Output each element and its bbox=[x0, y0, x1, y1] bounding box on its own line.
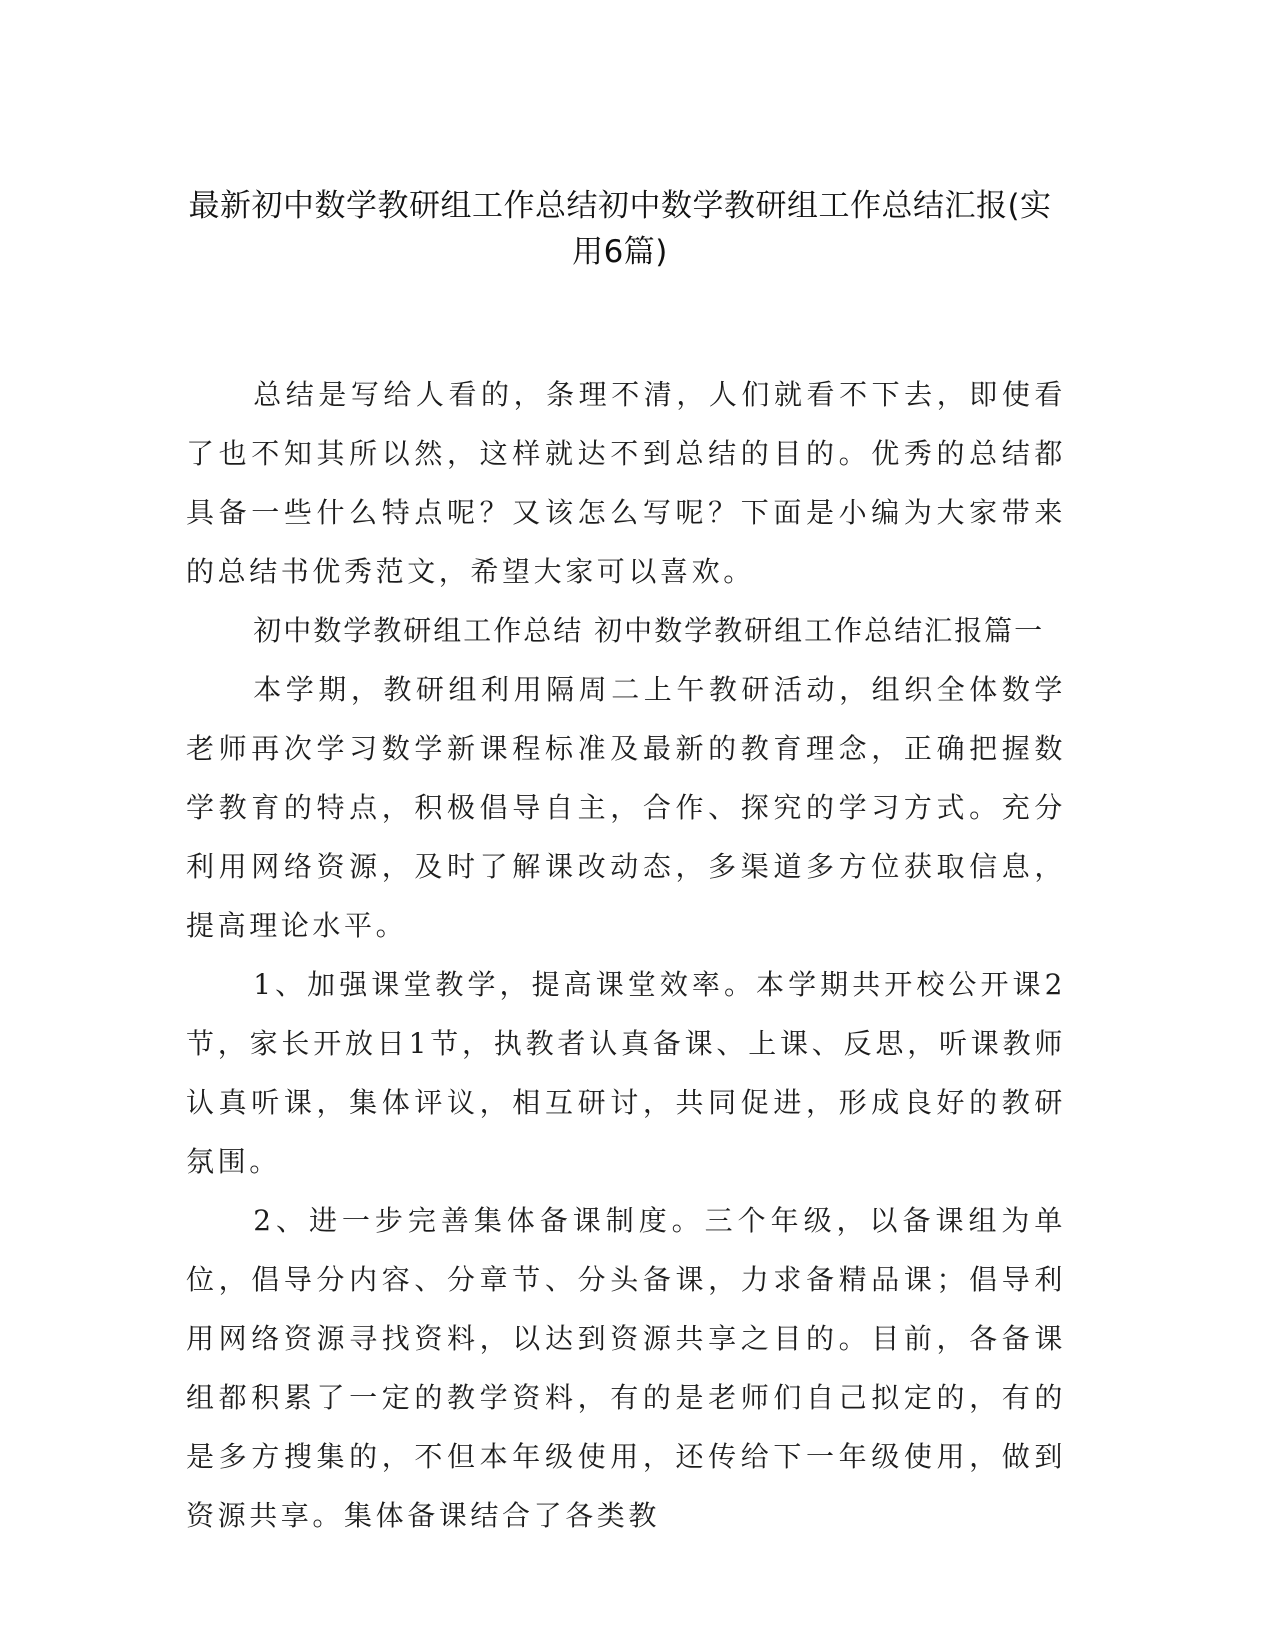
document-title: 最新初中数学教研组工作总结初中数学教研组工作总结汇报(实用6篇) bbox=[188, 188, 1052, 270]
body-paragraph: 2、进一步完善集体备课制度。三个年级，以备课组为单位，倡导分内容、分章节、分头备课，力求备精品课；倡导利用网络资源寻找资料，以达到资源共享之目的。目前，各备课组都积累了一定的教学资料，有的是老师们自己拟定的，有的是多方搜集的，不但本年级使用，还传给下一年级使用，做到资源共享。集体备课结合了各类教 bbox=[186, 1204, 1066, 1532]
body-paragraph: 1、加强课堂教学，提高课堂效率。本学期共开校公开课2节，家长开放日1节，执教者认真备课、上课、反思，听课教师认真听课，集体评议，相互研讨，共同促进，形成良好的教研氛围。 bbox=[186, 968, 1066, 1178]
document-body bbox=[186, 365, 1066, 1545]
intro-paragraph: 总结是写给人看的，条理不清，人们就看不下去，即使看了也不知其所以然，这样就达不到总结的目的。优秀的总结都具备一些什么特点呢？又该怎么写呢？下面是小编为大家带来的总结书优秀范文，希望大家可以喜欢。 bbox=[186, 378, 1066, 588]
body-paragraph: 本学期，教研组利用隔周二上午教研活动，组织全体数学老师再次学习数学新课程标准及最新的教育理念，正确把握数学教育的特点，积极倡导自主，合作、探究的学习方式。充分利用网络资源，及时了解课改动态，多渠道多方位获取信息，提高理论水平。 bbox=[186, 673, 1066, 942]
section-heading: 初中数学教研组工作总结 初中数学教研组工作总结汇报篇一 bbox=[253, 614, 1045, 647]
